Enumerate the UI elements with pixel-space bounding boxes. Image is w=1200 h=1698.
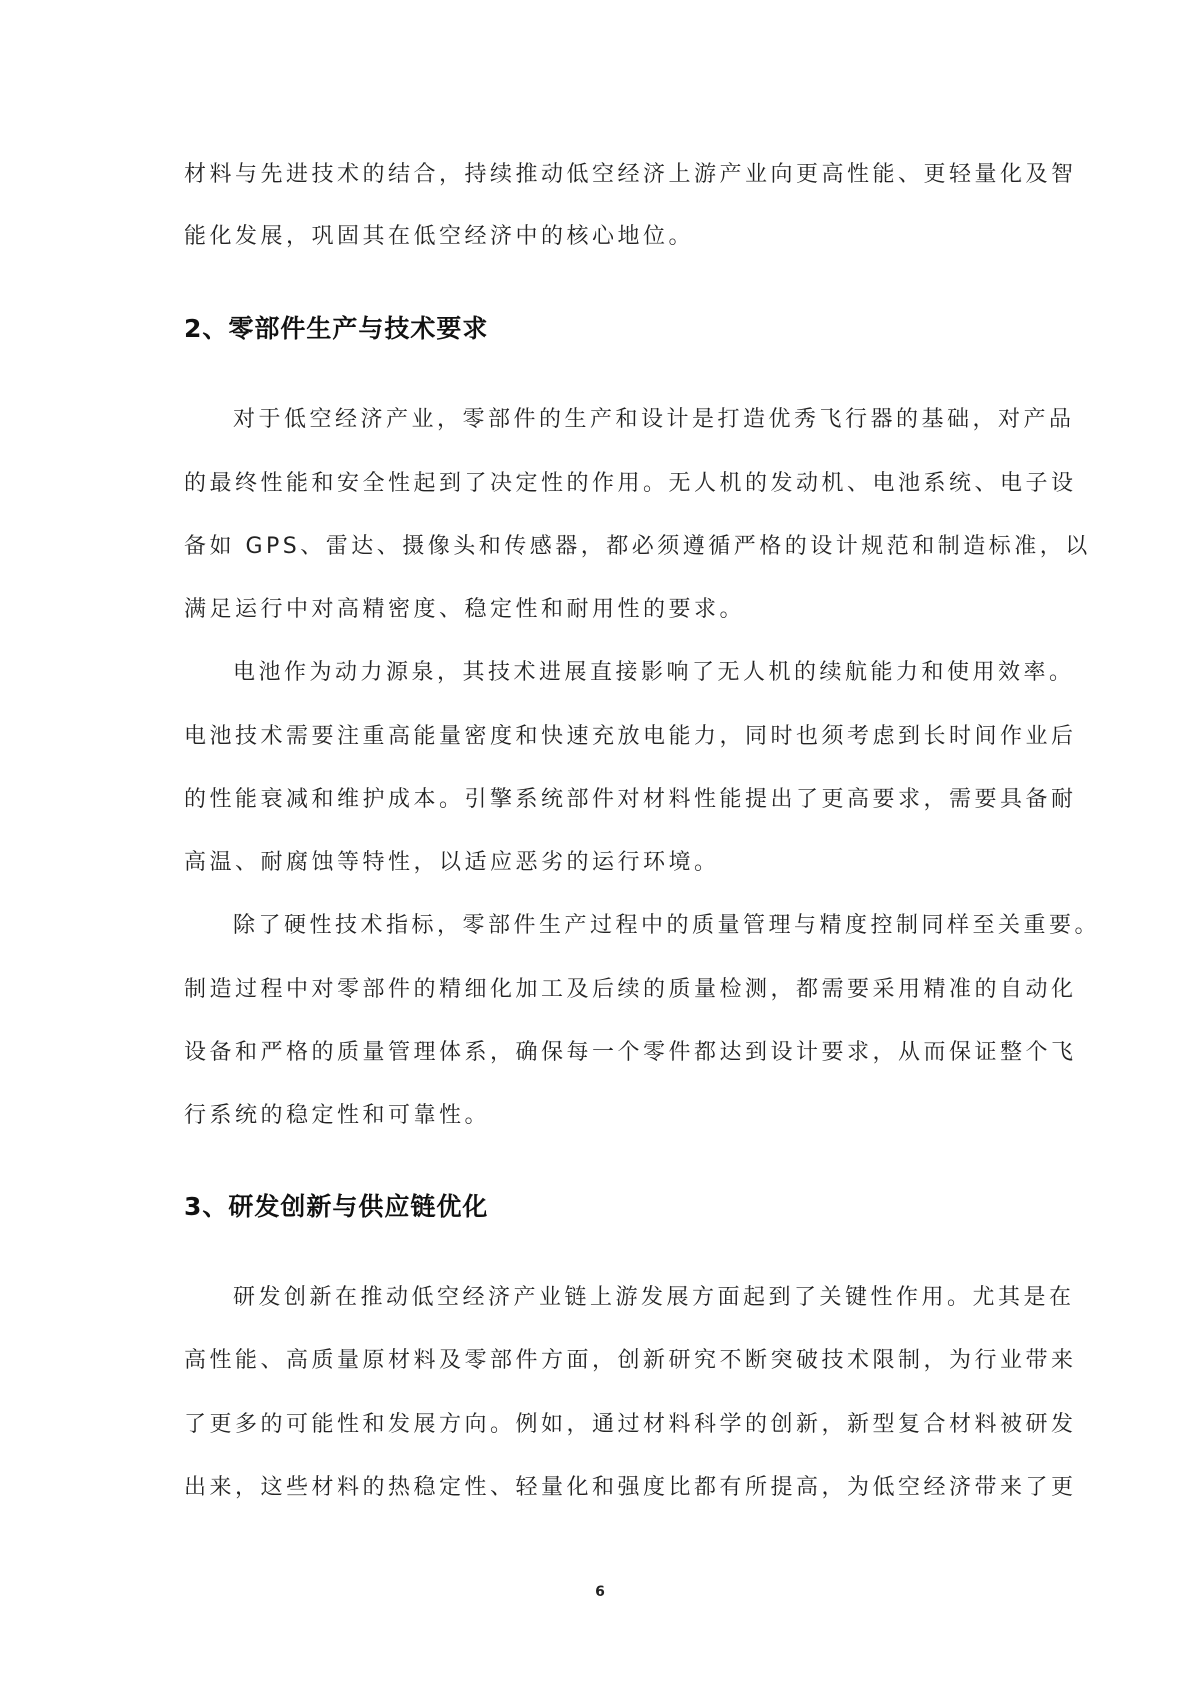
paragraph-line: 对于低空经济产业，零部件的生产和设计是打造优秀飞行器的基础，对产品 <box>233 407 1075 432</box>
section-heading-2: 2、零部件生产与技术要求 <box>184 314 489 343</box>
paragraph-line: 研发创新在推动低空经济产业链上游发展方面起到了关键性作用。尤其是在 <box>233 1285 1075 1310</box>
paragraph-line: 的性能衰减和维护成本。引擎系统部件对材料性能提出了更高要求，需要具备耐 <box>184 787 1077 812</box>
paragraph-line: 电池技术需要注重高能量密度和快速充放电能力，同时也须考虑到长时间作业后 <box>184 724 1077 749</box>
paragraph-line: 制造过程中对零部件的精细化加工及后续的质量检测，都需要采用精准的自动化 <box>184 977 1077 1002</box>
paragraph-line: 了更多的可能性和发展方向。例如，通过材料科学的创新，新型复合材料被研发 <box>184 1412 1077 1437</box>
paragraph-line: 的最终性能和安全性起到了决定性的作用。无人机的发动机、电池系统、电子设 <box>184 471 1077 496</box>
paragraph-line: 备如 GPS、雷达、摄像头和传感器，都必须遵循严格的设计规范和制造标准，以 <box>184 534 1091 559</box>
paragraph-line: 行系统的稳定性和可靠性。 <box>184 1103 491 1128</box>
paragraph-line: 高温、耐腐蚀等特性，以适应恶劣的运行环境。 <box>184 850 720 875</box>
paragraph-line: 能化发展，巩固其在低空经济中的核心地位。 <box>184 224 695 249</box>
paragraph-line: 满足运行中对高精密度、稳定性和耐用性的要求。 <box>184 597 746 622</box>
paragraph-line: 高性能、高质量原材料及零部件方面，创新研究不断突破技术限制，为行业带来 <box>184 1348 1077 1373</box>
paragraph-line: 材料与先进技术的结合，持续推动低空经济上游产业向更高性能、更轻量化及智 <box>184 162 1077 187</box>
paragraph-line: 设备和严格的质量管理体系，确保每一个零件都达到设计要求，从而保证整个飞 <box>184 1040 1077 1065</box>
page-number: 6 <box>595 1584 605 1600</box>
paragraph-line: 电池作为动力源泉，其技术进展直接影响了无人机的续航能力和使用效率。 <box>233 660 1075 685</box>
section-heading-3: 3、研发创新与供应链优化 <box>184 1192 489 1221</box>
paragraph-line: 除了硬性技术指标，零部件生产过程中的质量管理与精度控制同样至关重要。 <box>233 913 1101 938</box>
paragraph-line: 出来，这些材料的热稳定性、轻量化和强度比都有所提高，为低空经济带来了更 <box>184 1475 1077 1500</box>
